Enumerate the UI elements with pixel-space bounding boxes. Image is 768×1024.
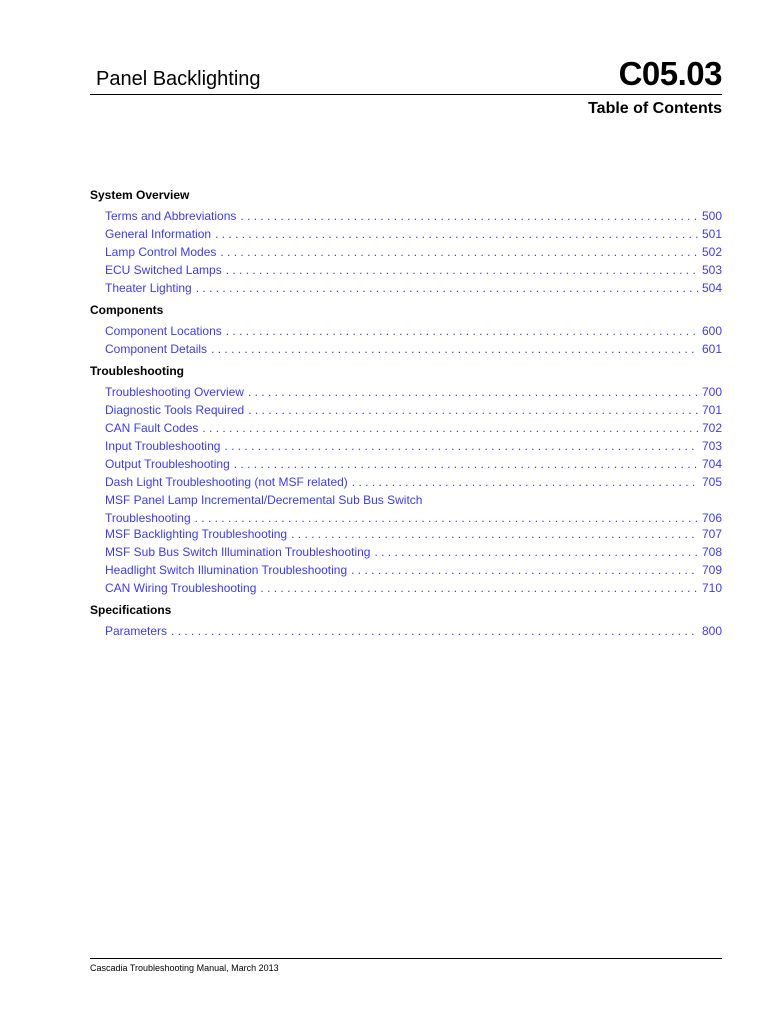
toc-heading: Table of Contents: [588, 100, 722, 117]
toc-page-number: 502: [701, 245, 722, 259]
toc-page-number: 705: [701, 475, 722, 489]
section-heading: System Overview: [90, 188, 190, 202]
dot-leader: [224, 437, 698, 455]
dot-leader: [248, 401, 698, 419]
toc-page-number: 703: [701, 439, 722, 453]
toc-entry-title: Terms and Abbreviations: [105, 209, 237, 223]
toc-page-number: 707: [701, 527, 722, 541]
toc-entry-title: MSF Sub Bus Switch Illumination Troubleshooting: [105, 545, 371, 559]
toc-entry-link[interactable]: [90, 225, 722, 243]
toc-page-number: 503: [701, 263, 722, 277]
toc-entry-title: Input Troubleshooting: [105, 439, 221, 453]
toc-entry-link[interactable]: [90, 261, 722, 279]
toc-entry-link[interactable]: [90, 419, 722, 437]
dot-leader: [171, 622, 698, 640]
dot-leader: [374, 543, 698, 561]
toc-section: [90, 301, 722, 358]
dot-leader: [291, 525, 698, 543]
toc-entry-title: Output Troubleshooting: [105, 457, 230, 471]
section-code: C05.03: [618, 55, 722, 92]
toc-entry-link[interactable]: [90, 622, 722, 640]
toc-entry-title: Headlight Switch Illumination Troubleshooting: [105, 563, 348, 577]
toc-entry-link[interactable]: [90, 207, 722, 225]
toc-entry-link[interactable]: [90, 243, 722, 261]
toc-entry-link[interactable]: [90, 473, 722, 491]
toc-entry-title: Troubleshooting Overview: [105, 385, 244, 399]
toc-entry-link[interactable]: [90, 455, 722, 473]
toc-entry-title: CAN Wiring Troubleshooting: [105, 581, 257, 595]
dot-leader: [351, 561, 698, 579]
toc-entry-title: Parameters: [105, 624, 168, 638]
toc-entry-title: ECU Switched Lamps: [105, 263, 222, 277]
toc-entry-title: General Information: [105, 227, 212, 241]
toc-entry-title: Theater Lighting: [105, 281, 192, 295]
toc-entry-link[interactable]: [90, 579, 722, 597]
toc-page-number: 504: [701, 281, 722, 295]
toc-section: [90, 601, 722, 640]
dot-leader: [260, 579, 698, 597]
toc-entry-title: Dash Light Troubleshooting (not MSF related): [105, 475, 348, 489]
dot-leader: [196, 279, 698, 297]
toc-entry-link[interactable]: [90, 383, 722, 401]
toc-entry-link[interactable]: [90, 437, 722, 455]
toc-page-number: 710: [701, 581, 722, 595]
dot-leader: [215, 225, 698, 243]
toc-section: [90, 186, 722, 297]
section-heading: Specifications: [90, 603, 172, 617]
toc-page-number: 600: [701, 324, 722, 338]
page-footer: Cascadia Troubleshooting Manual, March 2013: [90, 958, 722, 973]
toc-entry-link[interactable]: [90, 491, 722, 525]
dot-leader: [240, 207, 698, 225]
toc-page-number: 500: [701, 209, 722, 223]
toc-page-number: 701: [701, 403, 722, 417]
toc-entry-line: [105, 509, 722, 525]
toc-entry-link[interactable]: [90, 401, 722, 419]
toc-entry-title: MSF Panel Lamp Incremental/Decremental Sub Bus Switch: [105, 493, 423, 507]
dot-leader: [352, 473, 698, 491]
toc-page-number: 704: [701, 457, 722, 471]
toc-entry-link[interactable]: [90, 525, 722, 543]
toc-entry-title: CAN Fault Codes: [105, 421, 199, 435]
toc-page-number: 709: [701, 563, 722, 577]
table-of-contents: [90, 186, 722, 644]
toc-entry-title: MSF Backlighting Troubleshooting: [105, 527, 288, 541]
toc-page-number: 706: [701, 511, 722, 525]
page-header: [90, 52, 722, 95]
toc-entry-title: Lamp Control Modes: [105, 245, 217, 259]
toc-entry-title: Component Details: [105, 342, 208, 356]
toc-entry-link[interactable]: [90, 279, 722, 297]
toc-entry-link[interactable]: [90, 561, 722, 579]
toc-entry-link[interactable]: [90, 340, 722, 358]
dot-leader: [202, 419, 698, 437]
document-title: Panel Backlighting: [96, 68, 261, 90]
dot-leader: [226, 322, 698, 340]
toc-entry-link[interactable]: [90, 322, 722, 340]
toc-page-number: 702: [701, 421, 722, 435]
dot-leader: [226, 261, 698, 279]
toc-page-number: 800: [701, 624, 722, 638]
dot-leader: [220, 243, 698, 261]
dot-leader: [211, 340, 698, 358]
section-heading: Components: [90, 303, 164, 317]
toc-entry-link[interactable]: [90, 543, 722, 561]
toc-page-number: 708: [701, 545, 722, 559]
toc-page-number: 601: [701, 342, 722, 356]
toc-entry-title: Troubleshooting: [105, 511, 191, 525]
dot-leader: [248, 383, 698, 401]
toc-page-number: 700: [701, 385, 722, 399]
toc-section: [90, 362, 722, 597]
toc-entry-title: Diagnostic Tools Required: [105, 403, 245, 417]
toc-entry-title: Component Locations: [105, 324, 222, 338]
dot-leader: [234, 455, 698, 473]
section-heading: Troubleshooting: [90, 364, 184, 378]
toc-page-number: 501: [701, 227, 722, 241]
